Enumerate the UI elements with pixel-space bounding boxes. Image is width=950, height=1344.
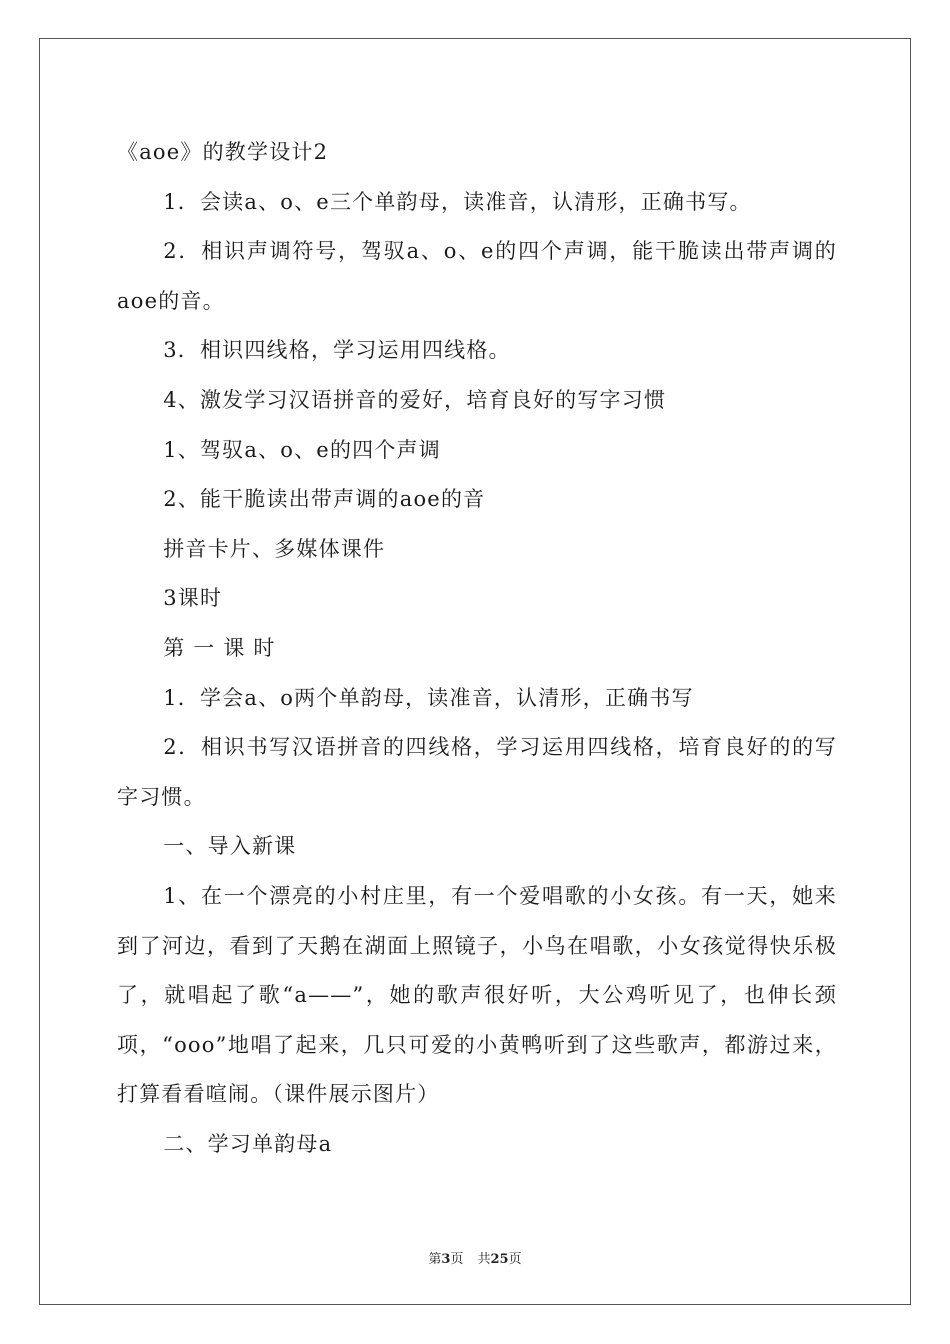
section-heading: 一、导入新课 <box>163 834 297 859</box>
paragraph: 1．会读a、o、e三个单韵母，读准音，认清形，正确书写。 <box>163 189 752 214</box>
paragraph: 1、在一个漂亮的小村庄里，有一个爱唱歌的小女孩。有一天，她来到了河边，看到了天鹅在湖面上照镜子，小鸟在唱歌，小女孩觉得快乐极了，就唱起了歌“a——”，她的歌声很好听，大公鸡听见了，也伸长颈项，“ooo”地唱了起来，几只可爱的小黄鸭听到了这些歌声，都游过来，打算看看喧闹。（课件展示图片） <box>117 883 837 1107</box>
footer-total-prefix: 共 <box>477 1252 491 1267</box>
paragraph: 4、激发学习汉语拼音的爱好，培育良好的写字习惯 <box>163 387 667 412</box>
page-footer <box>0 1248 950 1267</box>
document-title: 《aoe》的教学设计2 <box>117 140 329 164</box>
section-heading: 第 一 课 时 <box>163 635 276 660</box>
total-page-count: 25 <box>490 1252 509 1267</box>
document-body <box>117 128 837 1169</box>
footer-page-suffix: 页 <box>450 1252 464 1267</box>
paragraph: 3．相识四线格，学习运用四线格。 <box>163 338 511 363</box>
footer-total-suffix: 页 <box>508 1252 522 1267</box>
paragraph: 拼音卡片、多媒体课件 <box>163 536 386 561</box>
section-heading: 二、学习单韵母a <box>163 1131 333 1156</box>
paragraph: 2．相识书写汉语拼音的四线格，学习运用四线格，培育良好的的写字习惯。 <box>117 735 837 809</box>
paragraph: 1．学会a、o两个单韵母，读准音，认清形，正确书写 <box>163 685 694 710</box>
paragraph: 2、能干脆读出带声调的aoe的音 <box>163 487 486 512</box>
paragraph: 3课时 <box>163 586 223 611</box>
paragraph: 2．相识声调符号，驾驭a、o、e的四个声调，能干脆读出带声调的aoe的音。 <box>117 239 837 313</box>
current-page-number: 3 <box>441 1252 451 1267</box>
footer-prefix: 第 <box>428 1252 442 1267</box>
paragraph: 1、驾驭a、o、e的四个声调 <box>163 437 441 462</box>
